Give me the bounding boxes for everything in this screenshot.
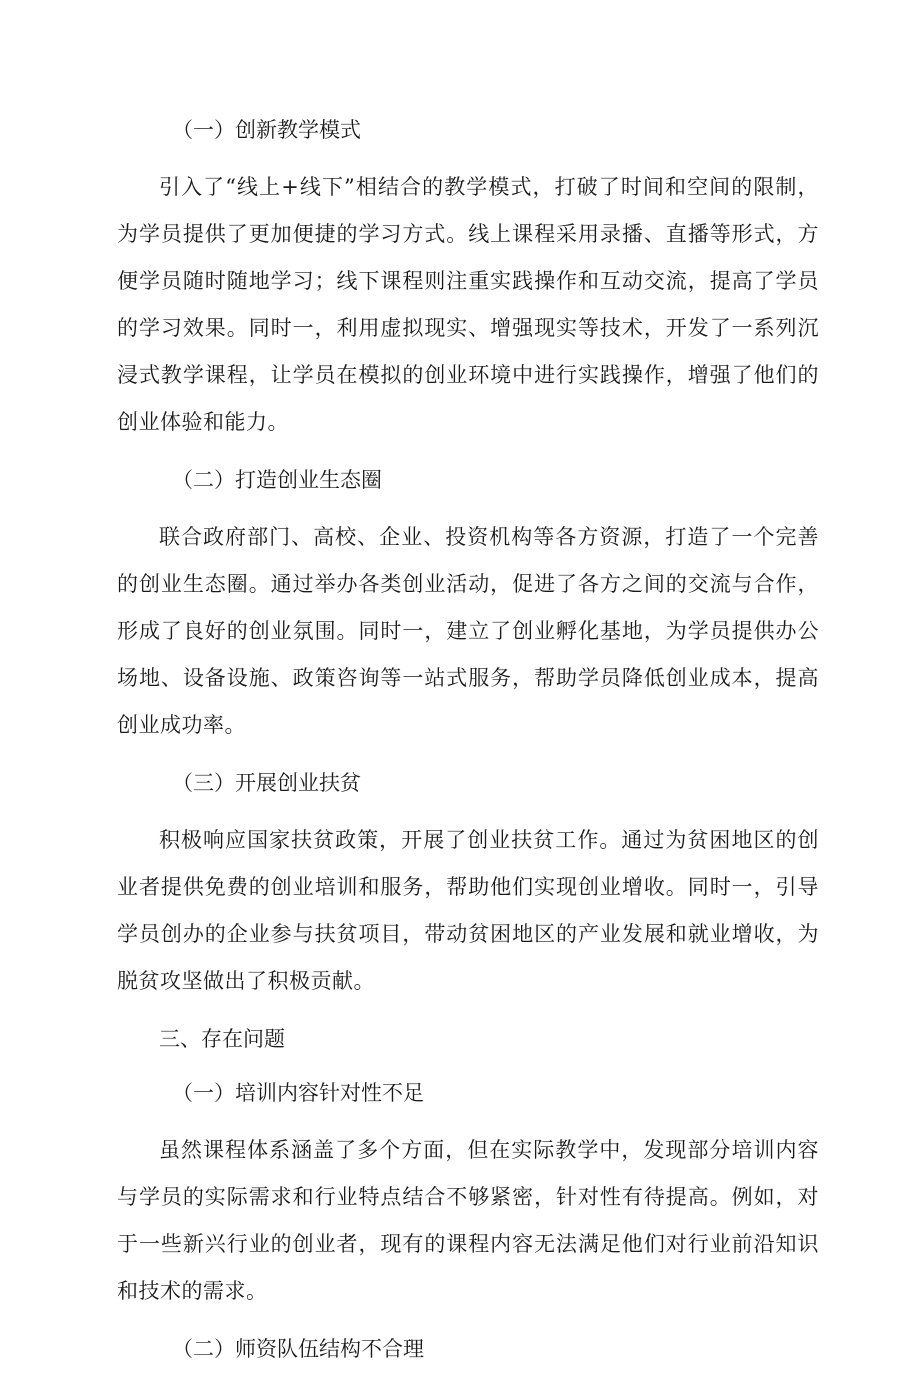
section-paragraph-innovative-teaching: 引入了“线上+线下”相结合的教学模式，打破了时间和空间的限制，为学员提供了更加便捷的学习方式。线上课程采用录播、直播等形式，方便学员随时随地学习；线下课程则注重实践操作和互动交流，提高了学员的学习效果。同时一，利用虚拟现实、增强现实等技术，开发了一系列沉浸式教学课程，让学员在模拟的创业环境中进行实践操作，增强了他们的创业体验和能力。 [117, 175, 819, 434]
problem-paragraph-training-content: 虽然课程体系涵盖了多个方面，但在实际教学中，发现部分培训内容与学员的实际需求和行业特点结合不够紧密，针对性有待提高。例如，对于一些新兴行业的创业者，现有的课程内容无法满足他们对行业前沿知识和技术的需求。 [117, 1138, 819, 1303]
document-body [117, 110, 819, 1383]
section-heading-poverty-alleviation: （三）开展创业扶贫 [172, 771, 361, 795]
section-heading-entrepreneurship-ecosystem: （二）打造创业生态圈 [172, 468, 382, 492]
problem-heading-training-content: （一）培训内容针对性不足 [172, 1081, 424, 1105]
problem-heading-faculty-structure: （二）师资队伍结构不合理 [172, 1337, 424, 1361]
section-paragraph-entrepreneurship-ecosystem: 联合政府部门、高校、企业、投资机构等各方资源，打造了一个完善的创业生态圈。通过举办各类创业活动，促进了各方之间的交流与合作，形成了良好的创业氛围。同时一，建立了创业孵化基地，为学员提供办公场地、设备设施、政策咨询等一站式服务，帮助学员降低创业成本，提高创业成功率。 [117, 525, 819, 737]
chapter-heading-existing-problems: 三、存在问题 [159, 1027, 285, 1051]
section-paragraph-poverty-alleviation: 积极响应国家扶贫政策，开展了创业扶贫工作。通过为贫困地区的创业者提供免费的创业培训和服务，帮助他们实现创业增收。同时一，引导学员创办的企业参与扶贫项目，带动贫困地区的产业发展和就业增收，为脱贫攻坚做出了积极贡献。 [117, 828, 819, 993]
section-heading-innovative-teaching: （一）创新教学模式 [172, 118, 361, 142]
